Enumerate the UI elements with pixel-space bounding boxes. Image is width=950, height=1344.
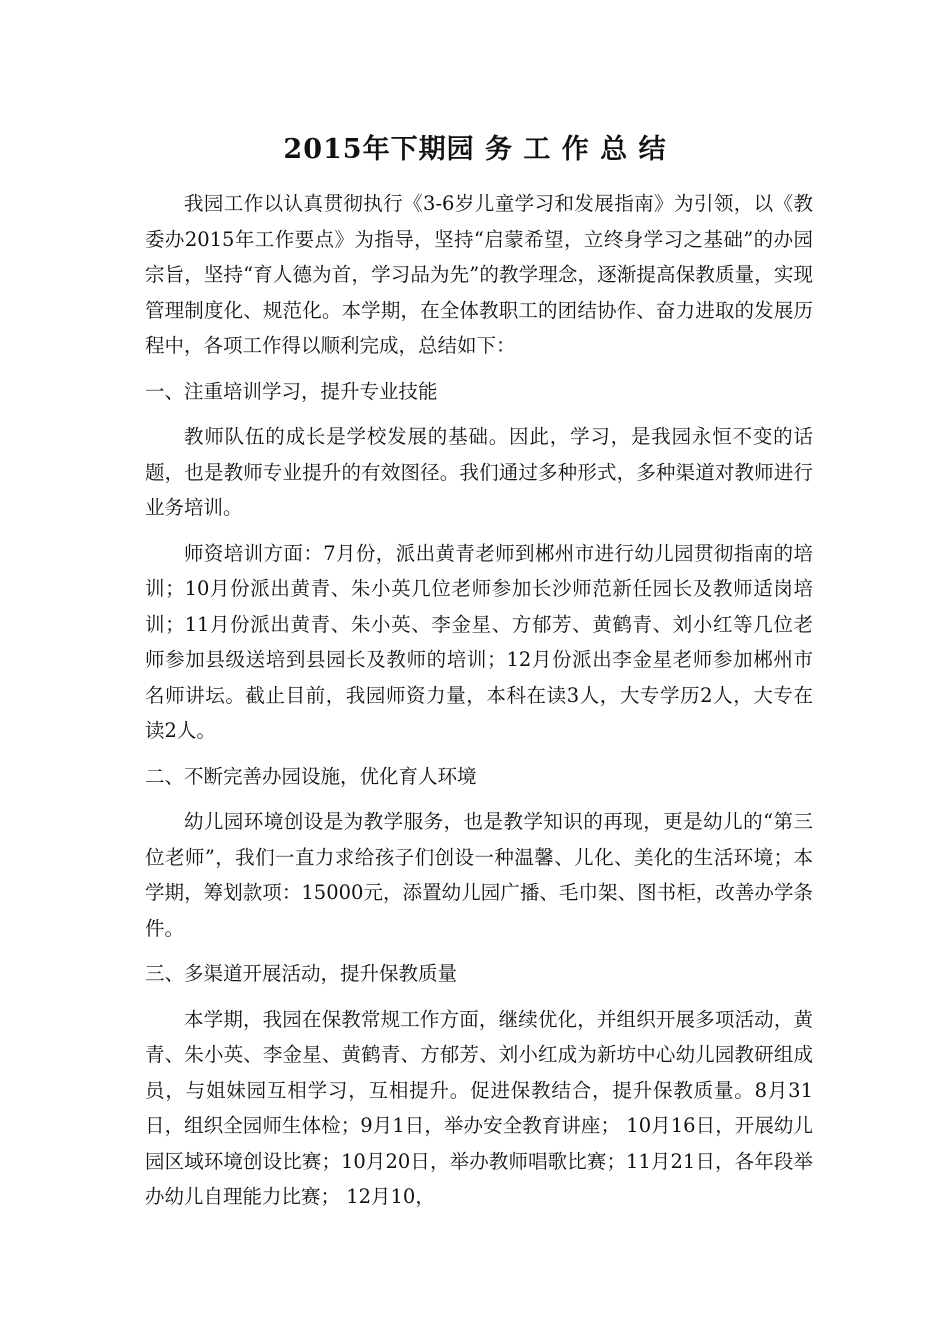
- section-3-paragraph-1: 本学期，我园在保教常规工作方面，继续优化，并组织开展多项活动，黄青、朱小英、李金星、黄鹤青、方郁芳、刘小红成为新坊中心幼儿园教研组成员，与姐妹园互相学习，互相提升。促进保教结合，提升保教质量。8月31日，组织全园师生体检；9月1日，举办安全教育讲座； 10月16日，开展幼儿园区域环境创设比赛；10月20日，举办教师唱歌比赛；11月21日，各年段举办幼儿自理能力比赛； 12月10，: [145, 1007, 813, 1208]
- section-2-paragraph-1: 幼儿园环境创设是为教学服务，也是教学知识的再现，更是幼儿的“第三位老师”，我们一直力求给孩子们创设一种温馨、儿化、美化的生活环境；本学期，筹划款项：15000元，添置幼儿园广播、毛巾架、图书柜，改善办学条件。: [145, 810, 813, 940]
- section-heading-3: 三、多渠道开展活动，提升保教质量: [145, 962, 458, 985]
- intro-paragraph: 我园工作以认真贯彻执行《3-6岁儿童学习和发展指南》为引领，以《教委办2015年工作要点》为指导，坚持“启蒙希望，立终身学习之基础”的办园宗旨，坚持“育人德为首，学习品为先”的教学理念，逐渐提高保教质量，实现管理制度化、规范化。本学期，在全体教职工的团结协作、奋力进取的发展历程中，各项工作得以顺利完成，总结如下：: [145, 192, 813, 357]
- section-1-paragraph-1: 教师队伍的成长是学校发展的基础。因此，学习，是我园永恒不变的话题，也是教师专业提升的有效图径。我们通过多种形式，多种渠道对教师进行业务培训。: [145, 425, 813, 519]
- section-1-paragraph-2: 师资培训方面：7月份，派出黄青老师到郴州市进行幼儿园贯彻指南的培训；10月份派出黄青、朱小英几位老师参加长沙师范新任园长及教师适岗培训；11月份派出黄青、朱小英、李金星、方郁芳、黄鹤青、刘小红等几位老师参加县级送培到县园长及教师的培训；12月份派出李金星老师参加郴州市名师讲坛。截止目前，我园师资力量，本科在读3人，大专学历2人，大专在读2人。: [145, 541, 813, 742]
- document-title: 2015年下期园 务 工 作 总 结: [283, 134, 667, 165]
- section-heading-2: 二、不断完善办园设施，优化育人环境: [145, 764, 477, 788]
- section-heading-1: 一、注重培训学习，提升专业技能: [145, 379, 438, 403]
- document-body: [145, 186, 813, 1225]
